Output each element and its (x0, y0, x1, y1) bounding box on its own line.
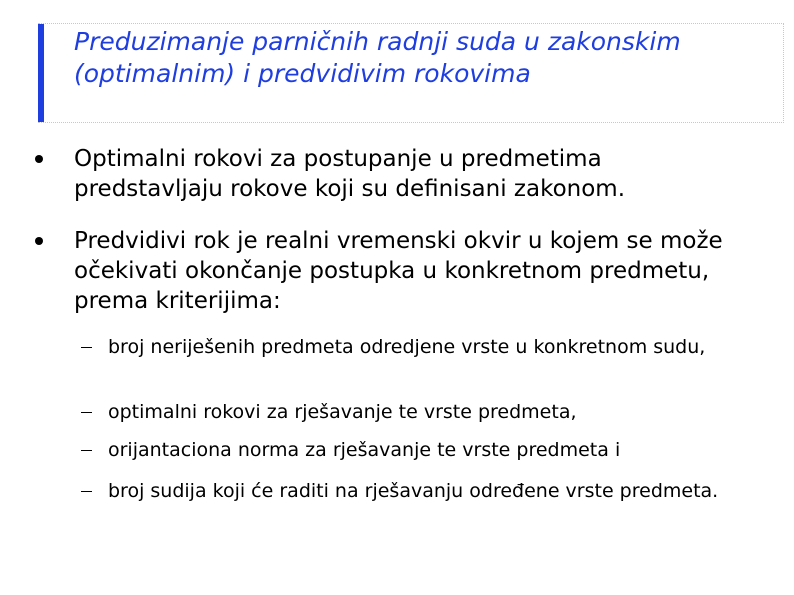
sub-bullet-text: broj neriješenih predmeta odredjene vrste u konkretnom sudu, (108, 336, 706, 358)
dash-bullet-icon (81, 491, 92, 492)
sub-bullet-text: broj sudija koji će raditi na rješavanju određene vrste predmeta. (108, 480, 719, 502)
sub-bullet-text: orijantaciona norma za rješavanje te vrste predmeta i (108, 439, 621, 461)
title-accent-bar (38, 24, 44, 122)
bullet-dot-icon (35, 155, 43, 163)
bullet-text: Predvidivi rok je realni vremenski okvir u kojem se može očekivati okončanje postupka u konkretnom predmetu, prema kriterijima: (74, 228, 723, 314)
dash-bullet-icon (81, 412, 92, 413)
dash-bullet-icon (81, 450, 92, 451)
slide-title: Preduzimanje parničnih radnji suda u zakonskim (optimalnim) i predvidivim rokovima (74, 27, 681, 88)
dash-bullet-icon (81, 347, 92, 348)
title-box (38, 23, 784, 123)
bullet-text: Optimalni rokovi za postupanje u predmetima predstavljaju rokove koji su definisani zakonom. (74, 146, 626, 202)
bullet-dot-icon (35, 237, 43, 245)
sub-bullet-text: optimalni rokovi za rješavanje te vrste predmeta, (108, 401, 577, 423)
